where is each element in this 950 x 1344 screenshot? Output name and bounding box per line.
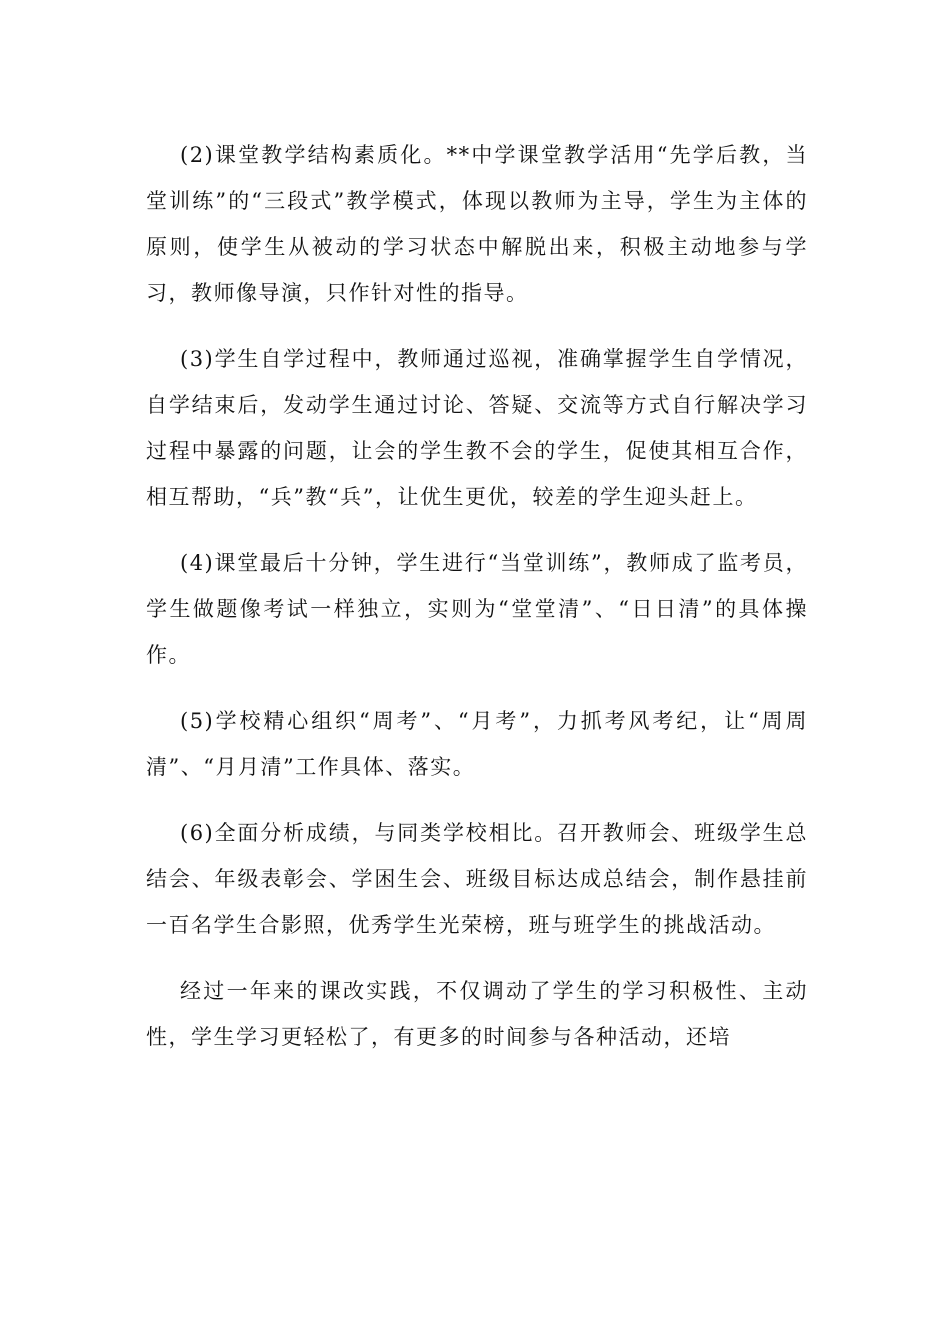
paragraph-item-2: (2)课堂教学结构素质化。**中学课堂教学活用“先学后教，当堂训练”的“三段式”教学模式，体现以教师为主导，学生为主体的原则，使学生从被动的学习状态中解脱出来，积极主动地参与学习，教师像导演，只作针对性的指导。 [146, 143, 808, 305]
paragraph-conclusion: 经过一年来的课改实践，不仅调动了学生的学习积极性、主动性，学生学习更轻松了，有更多的时间参与各种活动，还培 [146, 979, 808, 1049]
paragraph-item-5: (5)学校精心组织“周考”、“月考”，力抓考风考纪，让“周周清”、“月月清”工作具体、落实。 [146, 709, 808, 779]
document-body [146, 132, 808, 1080]
paragraph-item-6: (6)全面分析成绩，与同类学校相比。召开教师会、班级学生总结会、年级表彰会、学困生会、班级目标达成总结会，制作悬挂前一百名学生合影照，优秀学生光荣榜，班与班学生的挑战活动。 [146, 821, 808, 937]
paragraph-item-4: (4)课堂最后十分钟，学生进行“当堂训练”，教师成了监考员，学生做题像考试一样独立，实则为“堂堂清”、“日日清”的具体操作。 [146, 551, 808, 667]
paragraph-item-3: (3)学生自学过程中，教师通过巡视，准确掌握学生自学情况，自学结束后，发动学生通过讨论、答疑、交流等方式自行解决学习过程中暴露的问题，让会的学生教不会的学生，促使其相互合作，相互帮助，“兵”教“兵”，让优生更优，较差的学生迎头赶上。 [146, 347, 808, 509]
